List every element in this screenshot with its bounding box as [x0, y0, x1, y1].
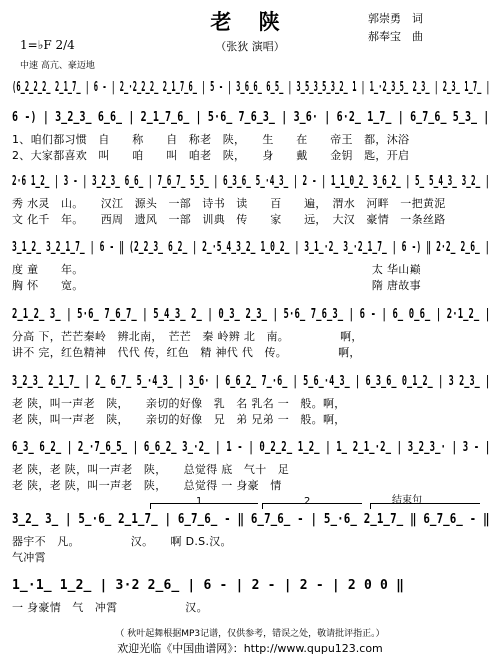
volta-tick [262, 503, 263, 509]
lyric-line: 老 陕，老 陕，叫一声老 陕， 总觉得 底 气十 足 [12, 463, 290, 476]
lyric-line: 分高 下，芒芒秦岭 辨北南， 芒芒 秦 岭辨 北 南。 啊， [12, 330, 363, 343]
tempo-marking: 中速 高亢、豪迈地 [20, 61, 95, 71]
notation-row: 2̲1̲2̲ 3̲ | 5·6̲ 7̲6̲7̲ | 5̲4̲3̲ 2̲ | 0̲3̲ 2̲3̲ | 5·6̲ 7̲6̲3̲ | 6 - | 6̲ 0̲6̲ | 2·1̲2̲ | [12, 307, 491, 322]
notation-row: (6̲2̲2̲2̲ 2̲1̲7̲ | 6 - | 2̲·2̲2̲2̲ 2̲1̲7̲6̲ | 5 - | 3̲6̲6̲ 6̲5̲ | 3̲5̲3̲5̲3̲2̲ 1 | 1̲·2̲3̲5̲ 2̲3̲ | 2̲3̲ 1̲7̲ | [12, 80, 491, 95]
volta-bracket-2 [262, 503, 362, 504]
lyric-line: 秀 水灵 山。 汉江 源头 一部 诗书 读 百 遍， 渭水 河畔 一把黄泥 [12, 197, 446, 210]
ending-bracket [370, 503, 480, 504]
key-signature: 1=♭F 2/4 [20, 38, 75, 52]
notation-row: 6 -) | 3̲2̲3̲ 6̲6̲ | 2̲1̲7̲6̲ | 5·6̲ 7̲6̲3̲ | 3̲6· | 6·2̲ 1̲7̲ | 6̲7̲6̲ 5̲3̲ | [12, 110, 490, 125]
transcription-note: （ 秋叶起舞根据MP3记谱，仅供参考，错误之处，敬请批评指正。） [115, 629, 385, 639]
volta-number-1: 1 [196, 496, 203, 507]
notation-row: 2·6 1̲2̲ | 3 - | 3̲2̲3̲ 6̲6̲ | 7̲6̲7̲ 5̲5̲ | 6̲3̲6̲ 5̲·4̲3̲ | 2 - | 1̲1̲0̲2̲ 3̲6̲2̲ | 5̲ 5̲4̲3̲ 3̲2̲ | [12, 174, 490, 189]
lyric-line: 胸 怀 宽。 隋 唐故事 [12, 279, 421, 292]
notation-row: 3̲1̲2̲ 3̲2̲1̲7̲ | 6 - ‖ (2̲2̲3̲ 6̲2̲ | 2̲·5̲4̲3̲2̲ 1̲0̲2̲ | 3̲1̲·2̲ 3̲·2̲1̲7̲ | 6 -) ‖ 2·2̲ 2̲6̲ | [12, 240, 490, 255]
song-title: 老 陕 [210, 9, 290, 34]
volta-number-2: 2 [304, 496, 311, 507]
notation-row: 1̲·1̲ 1̲2̲ | 3·2 2̲6̲ | 6 - | 2 - | 2 - | 2 0 0 ‖ [12, 578, 405, 593]
volta-tick [150, 503, 151, 509]
lyric-line: 1、咱们都习惯 自 称 自 称老 陕， 生 在 帝王 都，沐浴 [12, 133, 410, 146]
composer-credit: 郝奉宝 曲 [368, 30, 423, 43]
notation-row: 3̲2̲3̲ 2̲1̲7̲ | 2̲ 6̲7̲ 5̲·4̲3̲ | 3̲6· | 6̲6̲2̲ 7̲·6̲ | 5̲6̲·4̲3̲ | 6̲3̲6̲ 0̲1̲2̲ | 3 2̲3̲ | [12, 374, 491, 389]
volta-bracket-1 [150, 503, 258, 504]
volta-tick [370, 503, 371, 509]
performer-line: （张狄 演唱） [215, 40, 285, 53]
site-footer: 欢迎光临《中国曲谱网》：http://www.qupu123.com [117, 642, 383, 655]
lyric-line: 2、大家都喜欢 叫 咱 叫 咱老 陕， 身 戴 金钥 匙，开启 [12, 149, 410, 162]
lyric-line: 器宇不 凡。 汉。 啊 D.S.汉。 [12, 535, 232, 548]
notation-row: 3̲2̲ 3̲ | 5̲·6̲ 2̲1̲7̲ | 6̲7̲6̲ - ‖ 6̲7̲6̲ - | 5̲·6̲ 2̲1̲7̲ ‖ 6̲7̲6̲ - ‖ [12, 512, 490, 527]
lyric-line: 老 陕，叫一声老 陕， 亲切的好像 乳 名 乳名 一 般。啊， [12, 397, 346, 410]
lyric-line: 气冲霄 [12, 551, 46, 564]
lyricist-credit: 郭崇勇 词 [368, 12, 423, 25]
lyric-line: 文 化千 年。 西周 遗风 一部 训典 传 家 远， 大汉 豪情 一条丝路 [12, 213, 446, 226]
notation-row: 6̲3̲ 6̲2̲ | 2̲·7̲6̲5̲ | 6̲6̲2̲ 3̲·2̲ | 1 - | 0̲2̲2̲ 1̲2̲ | 1̲ 2̲1̲·2̲ | 3̲2̲3̲· | 3 - | [12, 440, 491, 455]
lyric-line: 度 童 年。 太 华山巅 [12, 263, 421, 276]
ending-label: 结束句 [392, 495, 422, 506]
lyric-line: 一 身豪情 气 冲霄 汉。 [12, 601, 208, 614]
lyric-line: 讲不 完，红色精神 代代 传，红色 精 神代 代 传。 啊， [12, 346, 361, 359]
lyric-line: 老 陕，老 陕，叫一声老 陕， 总觉得 一 身豪 情 [12, 479, 282, 492]
lyric-line: 老 陕，叫一声老 陕， 亲切的好像 兄 弟 兄弟 一 般。啊， [12, 413, 346, 426]
